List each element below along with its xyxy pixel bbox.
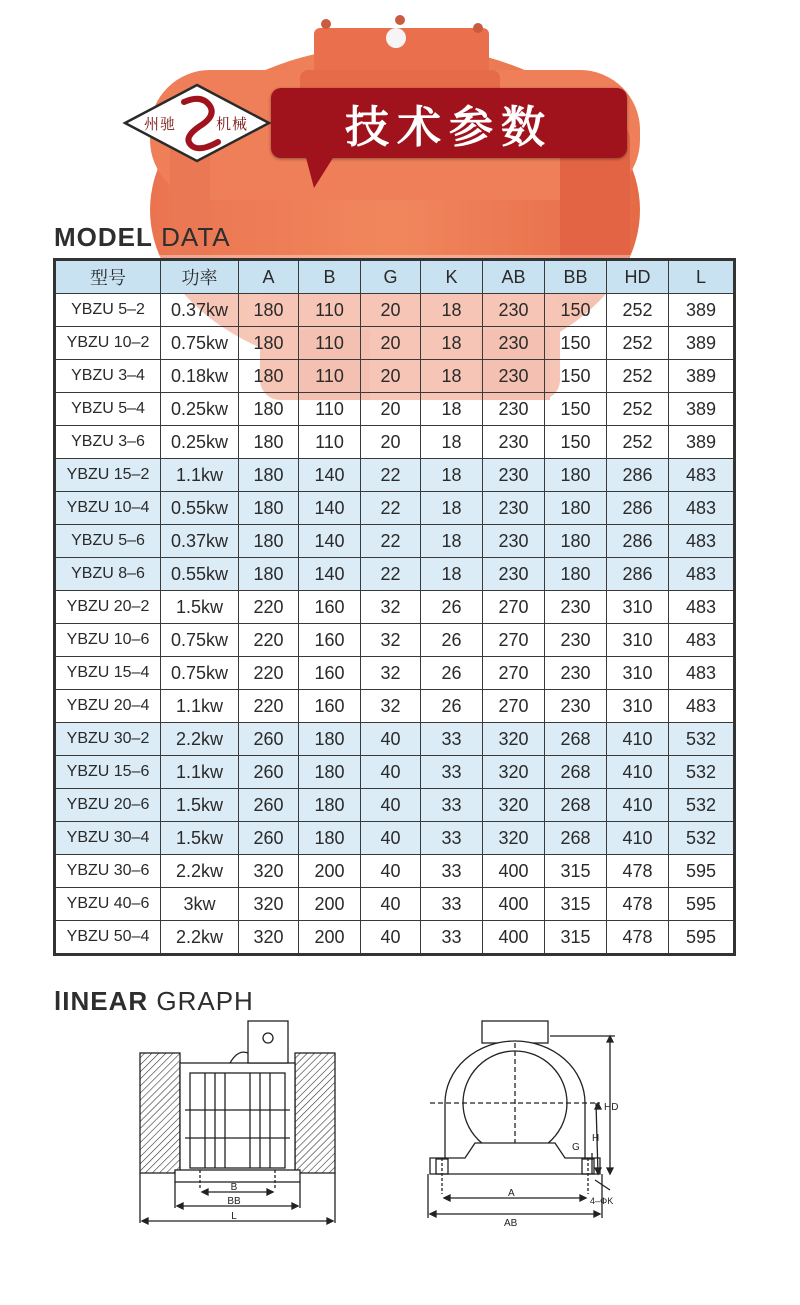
value-cell: 32 <box>361 690 421 723</box>
value-cell: 270 <box>483 690 545 723</box>
model-cell: YBZU 8–6 <box>55 558 161 591</box>
value-cell: 310 <box>607 624 669 657</box>
table-row <box>55 789 735 822</box>
table-header-row <box>55 260 735 294</box>
value-cell: 40 <box>361 822 421 855</box>
value-cell: 532 <box>669 723 735 756</box>
value-cell: 32 <box>361 591 421 624</box>
value-cell: 33 <box>421 822 483 855</box>
column-header: B <box>299 260 361 294</box>
column-header: AB <box>483 260 545 294</box>
model-heading-bold: MODEL <box>54 222 153 252</box>
model-cell: YBZU 10–6 <box>55 624 161 657</box>
model-cell: YBZU 30–4 <box>55 822 161 855</box>
value-cell: 26 <box>421 624 483 657</box>
value-cell: 230 <box>483 492 545 525</box>
value-cell: 180 <box>299 756 361 789</box>
value-cell: 18 <box>421 393 483 426</box>
value-cell: 389 <box>669 327 735 360</box>
value-cell: 286 <box>607 459 669 492</box>
value-cell: 33 <box>421 855 483 888</box>
value-cell: 230 <box>483 459 545 492</box>
model-cell: YBZU 15–4 <box>55 657 161 690</box>
value-cell: 40 <box>361 723 421 756</box>
value-cell: 270 <box>483 591 545 624</box>
value-cell: 595 <box>669 921 735 955</box>
value-cell: 400 <box>483 921 545 955</box>
value-cell: 268 <box>545 723 607 756</box>
value-cell: 410 <box>607 789 669 822</box>
value-cell: 18 <box>421 525 483 558</box>
value-cell: 478 <box>607 921 669 955</box>
value-cell: 180 <box>239 294 299 327</box>
table-row <box>55 426 735 459</box>
value-cell: 180 <box>239 393 299 426</box>
value-cell: 18 <box>421 558 483 591</box>
value-cell: 0.37kw <box>161 294 239 327</box>
value-cell: 270 <box>483 657 545 690</box>
table-row <box>55 591 735 624</box>
value-cell: 220 <box>239 690 299 723</box>
value-cell: 180 <box>239 327 299 360</box>
table-row <box>55 558 735 591</box>
value-cell: 1.1kw <box>161 690 239 723</box>
value-cell: 180 <box>239 459 299 492</box>
value-cell: 320 <box>483 756 545 789</box>
value-cell: 320 <box>483 822 545 855</box>
value-cell: 180 <box>545 459 607 492</box>
value-cell: 0.75kw <box>161 327 239 360</box>
value-cell: 26 <box>421 657 483 690</box>
value-cell: 389 <box>669 294 735 327</box>
table-row <box>55 294 735 327</box>
value-cell: 110 <box>299 360 361 393</box>
value-cell: 389 <box>669 426 735 459</box>
value-cell: 3kw <box>161 888 239 921</box>
value-cell: 200 <box>299 888 361 921</box>
value-cell: 1.5kw <box>161 591 239 624</box>
value-cell: 0.55kw <box>161 492 239 525</box>
table-row <box>55 492 735 525</box>
value-cell: 22 <box>361 558 421 591</box>
value-cell: 33 <box>421 723 483 756</box>
value-cell: 483 <box>669 624 735 657</box>
value-cell: 252 <box>607 426 669 459</box>
table-row <box>55 855 735 888</box>
value-cell: 230 <box>545 591 607 624</box>
value-cell: 320 <box>239 888 299 921</box>
value-cell: 1.1kw <box>161 459 239 492</box>
column-header: HD <box>607 260 669 294</box>
value-cell: 230 <box>483 426 545 459</box>
value-cell: 483 <box>669 558 735 591</box>
graph-heading-light: GRAPH <box>156 986 254 1016</box>
value-cell: 315 <box>545 921 607 955</box>
value-cell: 0.18kw <box>161 360 239 393</box>
value-cell: 483 <box>669 492 735 525</box>
table-row <box>55 327 735 360</box>
dim-g-label: G <box>572 1142 580 1153</box>
value-cell: 260 <box>239 789 299 822</box>
value-cell: 0.25kw <box>161 393 239 426</box>
value-cell: 150 <box>545 327 607 360</box>
value-cell: 220 <box>239 591 299 624</box>
value-cell: 140 <box>299 492 361 525</box>
model-cell: YBZU 30–2 <box>55 723 161 756</box>
table-row <box>55 888 735 921</box>
table-row <box>55 624 735 657</box>
value-cell: 200 <box>299 921 361 955</box>
value-cell: 230 <box>483 393 545 426</box>
value-cell: 22 <box>361 492 421 525</box>
value-cell: 40 <box>361 756 421 789</box>
value-cell: 410 <box>607 756 669 789</box>
value-cell: 270 <box>483 624 545 657</box>
value-cell: 230 <box>483 525 545 558</box>
table-row <box>55 690 735 723</box>
table-row <box>55 525 735 558</box>
value-cell: 532 <box>669 822 735 855</box>
page-title: 技术参数 <box>345 102 553 153</box>
dim-b-label: B <box>230 1182 238 1193</box>
value-cell: 400 <box>483 855 545 888</box>
value-cell: 400 <box>483 888 545 921</box>
value-cell: 483 <box>669 690 735 723</box>
value-cell: 286 <box>607 558 669 591</box>
dim-a-label: A <box>508 1188 515 1199</box>
value-cell: 200 <box>299 855 361 888</box>
value-cell: 315 <box>545 888 607 921</box>
value-cell: 33 <box>421 921 483 955</box>
value-cell: 20 <box>361 360 421 393</box>
value-cell: 252 <box>607 294 669 327</box>
value-cell: 150 <box>545 360 607 393</box>
value-cell: 22 <box>361 459 421 492</box>
value-cell: 33 <box>421 789 483 822</box>
banner-pointer <box>304 150 338 188</box>
value-cell: 18 <box>421 327 483 360</box>
side-view-drawing <box>130 1018 345 1230</box>
model-cell: YBZU 20–4 <box>55 690 161 723</box>
value-cell: 150 <box>545 426 607 459</box>
value-cell: 1.5kw <box>161 822 239 855</box>
dim-h-label: H <box>592 1133 600 1144</box>
dim-bb-label: BB <box>227 1196 241 1207</box>
value-cell: 40 <box>361 789 421 822</box>
value-cell: 315 <box>545 855 607 888</box>
value-cell: 180 <box>299 822 361 855</box>
value-cell: 220 <box>239 657 299 690</box>
value-cell: 160 <box>299 624 361 657</box>
value-cell: 2.2kw <box>161 921 239 955</box>
table-body <box>55 294 735 955</box>
model-cell: YBZU 5–4 <box>55 393 161 426</box>
value-cell: 230 <box>483 558 545 591</box>
table-row <box>55 921 735 955</box>
value-cell: 140 <box>299 525 361 558</box>
value-cell: 230 <box>483 327 545 360</box>
value-cell: 150 <box>545 393 607 426</box>
value-cell: 320 <box>239 921 299 955</box>
value-cell: 33 <box>421 888 483 921</box>
title-banner <box>271 88 627 158</box>
value-cell: 483 <box>669 657 735 690</box>
value-cell: 20 <box>361 327 421 360</box>
value-cell: 20 <box>361 393 421 426</box>
column-header: A <box>239 260 299 294</box>
model-heading-light: DATA <box>161 222 231 252</box>
company-logo <box>122 82 272 164</box>
value-cell: 389 <box>669 393 735 426</box>
column-header: K <box>421 260 483 294</box>
value-cell: 595 <box>669 888 735 921</box>
dim-l-label: L <box>231 1211 237 1222</box>
value-cell: 310 <box>607 591 669 624</box>
value-cell: 252 <box>607 327 669 360</box>
value-cell: 310 <box>607 690 669 723</box>
value-cell: 268 <box>545 789 607 822</box>
value-cell: 595 <box>669 855 735 888</box>
value-cell: 268 <box>545 822 607 855</box>
model-data-heading <box>54 222 231 253</box>
value-cell: 268 <box>545 756 607 789</box>
table-row <box>55 756 735 789</box>
column-header: 型号 <box>55 260 161 294</box>
model-cell: YBZU 15–6 <box>55 756 161 789</box>
model-cell: YBZU 5–6 <box>55 525 161 558</box>
value-cell: 180 <box>545 492 607 525</box>
value-cell: 532 <box>669 789 735 822</box>
value-cell: 40 <box>361 888 421 921</box>
value-cell: 180 <box>239 360 299 393</box>
value-cell: 180 <box>299 789 361 822</box>
value-cell: 478 <box>607 855 669 888</box>
model-cell: YBZU 30–6 <box>55 855 161 888</box>
value-cell: 0.55kw <box>161 558 239 591</box>
value-cell: 18 <box>421 294 483 327</box>
value-cell: 410 <box>607 822 669 855</box>
column-header: G <box>361 260 421 294</box>
value-cell: 140 <box>299 459 361 492</box>
value-cell: 150 <box>545 294 607 327</box>
dim-hd-label: HD <box>604 1102 619 1113</box>
value-cell: 230 <box>545 690 607 723</box>
value-cell: 286 <box>607 525 669 558</box>
value-cell: 483 <box>669 591 735 624</box>
value-cell: 180 <box>299 723 361 756</box>
value-cell: 20 <box>361 426 421 459</box>
value-cell: 180 <box>239 525 299 558</box>
value-cell: 389 <box>669 360 735 393</box>
value-cell: 110 <box>299 393 361 426</box>
model-cell: YBZU 20–6 <box>55 789 161 822</box>
value-cell: 2.2kw <box>161 723 239 756</box>
value-cell: 18 <box>421 459 483 492</box>
value-cell: 110 <box>299 327 361 360</box>
model-cell: YBZU 10–4 <box>55 492 161 525</box>
logo-text-left: 州驰 <box>144 115 177 133</box>
value-cell: 32 <box>361 624 421 657</box>
dim-ab-label: AB <box>504 1218 518 1229</box>
column-header: BB <box>545 260 607 294</box>
value-cell: 1.5kw <box>161 789 239 822</box>
value-cell: 180 <box>545 525 607 558</box>
value-cell: 18 <box>421 492 483 525</box>
value-cell: 22 <box>361 525 421 558</box>
graph-heading-bold: lINEAR <box>54 986 149 1016</box>
value-cell: 1.1kw <box>161 756 239 789</box>
value-cell: 18 <box>421 360 483 393</box>
value-cell: 140 <box>299 558 361 591</box>
value-cell: 252 <box>607 393 669 426</box>
value-cell: 230 <box>545 624 607 657</box>
model-cell: YBZU 5–2 <box>55 294 161 327</box>
value-cell: 0.37kw <box>161 525 239 558</box>
value-cell: 478 <box>607 888 669 921</box>
value-cell: 0.75kw <box>161 624 239 657</box>
value-cell: 20 <box>361 294 421 327</box>
dim-k-label: 4–ΦK <box>590 1196 614 1206</box>
front-view-drawing <box>420 1018 640 1230</box>
value-cell: 180 <box>545 558 607 591</box>
value-cell: 483 <box>669 459 735 492</box>
value-cell: 160 <box>299 657 361 690</box>
value-cell: 18 <box>421 426 483 459</box>
logo-text-right: 机械 <box>216 115 249 133</box>
table-row <box>55 723 735 756</box>
value-cell: 230 <box>545 657 607 690</box>
value-cell: 110 <box>299 426 361 459</box>
value-cell: 230 <box>483 360 545 393</box>
linear-graph-heading <box>54 986 254 1017</box>
value-cell: 180 <box>239 426 299 459</box>
model-cell: YBZU 3–4 <box>55 360 161 393</box>
value-cell: 320 <box>239 855 299 888</box>
value-cell: 310 <box>607 657 669 690</box>
value-cell: 0.25kw <box>161 426 239 459</box>
value-cell: 110 <box>299 294 361 327</box>
value-cell: 260 <box>239 822 299 855</box>
value-cell: 180 <box>239 492 299 525</box>
value-cell: 230 <box>483 294 545 327</box>
table-row <box>55 393 735 426</box>
value-cell: 32 <box>361 657 421 690</box>
value-cell: 320 <box>483 723 545 756</box>
model-cell: YBZU 10–2 <box>55 327 161 360</box>
value-cell: 320 <box>483 789 545 822</box>
value-cell: 410 <box>607 723 669 756</box>
value-cell: 260 <box>239 723 299 756</box>
table-row <box>55 822 735 855</box>
value-cell: 26 <box>421 591 483 624</box>
value-cell: 483 <box>669 525 735 558</box>
value-cell: 532 <box>669 756 735 789</box>
value-cell: 33 <box>421 756 483 789</box>
table-row <box>55 657 735 690</box>
value-cell: 2.2kw <box>161 855 239 888</box>
model-cell: YBZU 40–6 <box>55 888 161 921</box>
value-cell: 40 <box>361 921 421 955</box>
value-cell: 180 <box>239 558 299 591</box>
value-cell: 220 <box>239 624 299 657</box>
value-cell: 40 <box>361 855 421 888</box>
column-header: L <box>669 260 735 294</box>
model-cell: YBZU 50–4 <box>55 921 161 955</box>
table-row <box>55 360 735 393</box>
value-cell: 286 <box>607 492 669 525</box>
model-cell: YBZU 3–6 <box>55 426 161 459</box>
value-cell: 160 <box>299 591 361 624</box>
value-cell: 26 <box>421 690 483 723</box>
value-cell: 0.75kw <box>161 657 239 690</box>
value-cell: 160 <box>299 690 361 723</box>
spec-table <box>53 258 736 956</box>
column-header: 功率 <box>161 260 239 294</box>
model-cell: YBZU 15–2 <box>55 459 161 492</box>
value-cell: 260 <box>239 756 299 789</box>
model-cell: YBZU 20–2 <box>55 591 161 624</box>
value-cell: 252 <box>607 360 669 393</box>
table-row <box>55 459 735 492</box>
